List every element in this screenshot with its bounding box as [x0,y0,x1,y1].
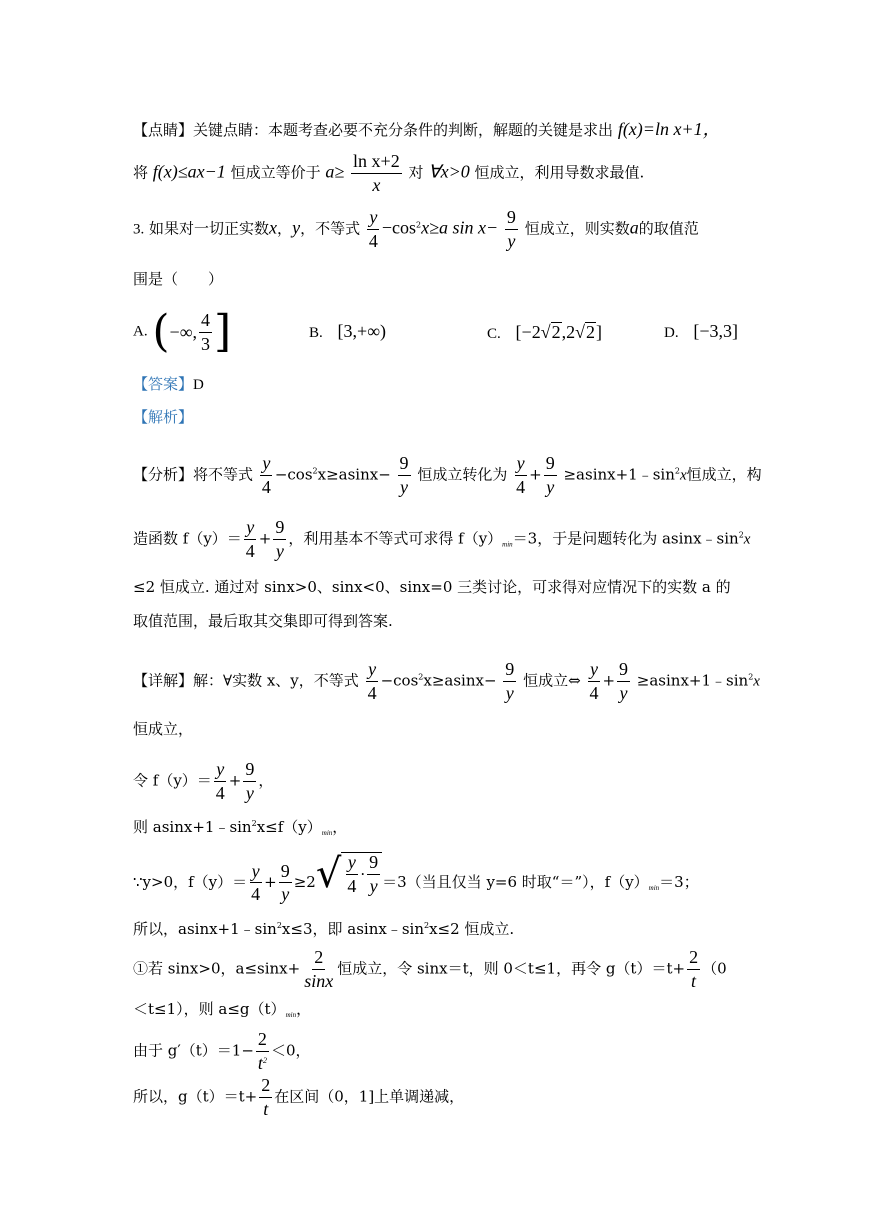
fraction [199,311,212,354]
superscript: 2 [416,220,422,230]
fenxi-tag: 【分析】 [133,465,194,484]
fenxi-line-2: 造函数 f（y）＝ $\frac{y}{4}$ + $\frac{9}{y}$ ，利用基本不等式可求得 $f(y)_{min}=3$，于是问题转化为 $asinx﹣\sin^2x$ [133,517,751,561]
text: 造函数 f（y）＝ [133,529,242,548]
text: （0 [702,959,727,978]
text: ＝3，于是问题转化为 asinx﹣sin [512,529,739,548]
text: ≥asinx+1﹣sin [563,465,675,484]
text: ∵y>0，f（y）＝ [133,872,248,891]
text: ≥asinx+1﹣sin [636,671,749,690]
numerator: 9 [505,208,518,230]
fraction [302,948,335,991]
denominator: 3 [201,333,211,354]
text: ，不等式 [300,219,361,238]
text: ，利用基本不等式可求得 f（y） [288,529,503,548]
xiangjie-line-2 [133,722,193,737]
xiangjie-line-9 [133,1030,310,1073]
sqrt: √ $\frac{y}{4}$ · $\frac{9}{y}$ [316,852,382,896]
text: 恒成立⇔ [523,671,581,690]
fraction: $\frac{9}{y}$ [545,453,555,497]
text: x≥asinx− [317,465,391,484]
analysis-tag-text: 【解析】 [133,408,194,426]
subscript: min [648,883,660,892]
xiangjie-line-6: 所以，$asinx+1﹣\sin^2x\le 3$，即 $asinx﹣\sin^2x\le 2$ 恒成立. [133,920,515,938]
text: x≤2 恒成立. [429,920,515,938]
xiangjie-line-7 [133,948,727,991]
fraction: $\frac{y}{4}$ [516,453,526,497]
subscript: min [502,540,513,549]
analysis-tag [133,410,193,425]
fraction: $\frac{9}{y}$ [275,517,285,561]
text: −cos [274,465,313,484]
option-value: [−2√2,2√2] [515,322,602,342]
option-c[interactable] [487,322,602,342]
text: x [743,531,751,548]
fraction: $\frac{2}{t}$ [689,947,699,991]
subscript: min [285,1011,297,1019]
numerator: 2 [312,948,325,970]
text: 由于 g′（t）＝1− [133,1041,254,1060]
text: ， [277,219,293,238]
text: x≤3，即 asinx﹣sin [281,920,424,938]
text: 在区间（0，1]上单调递减， [274,1087,465,1106]
text: 恒成立等价于 [230,163,321,182]
xiangjie-line-1: 【详解】解：∀实数 x、y，不等式 $\frac{y}{4}$ $-\cos^2x\ge asinx-$ $\frac{9}{y}$ 恒成立⇔ $\frac{y}{4}$ + $\frac{9}{y}$ $\ge asinx+1﹣\sin^2x$ [133,659,760,703]
formula: −cos [381,217,417,238]
answer-value: D [193,377,204,393]
text: 的取值范 [638,219,699,238]
text: 所以，g（t）＝t+ [133,1087,258,1106]
text: 围是（ ） [133,270,224,288]
text: ,2 [561,322,576,342]
var: a [629,217,639,238]
option-d[interactable] [664,322,738,341]
text: ＝3； [659,872,699,891]
answer-tag: 【答案】 [133,375,194,393]
fenxi-line-4 [133,614,393,629]
denominator: sinx [304,970,334,991]
option-label: C. [487,326,501,342]
option-value: −∞, [169,322,198,342]
option-label: B. [309,325,323,341]
fraction: $\frac{9}{y}$ [280,860,290,905]
fraction: $\frac{2}{t}$ [261,1075,271,1119]
text: ， [296,1000,312,1018]
formula: x≥a sin x− [421,217,499,238]
text: 2 [585,322,595,342]
formula: ∀x>0 [428,161,470,182]
var: x [269,217,278,238]
fenxi-line-3 [133,580,731,595]
text: 如果对一切正实数 [149,219,270,238]
denominator: x [372,174,381,195]
xiangjie-line-5: ∵y>0，f（y）＝ $\frac{y}{4}$ + $\frac{9}{y}$ ≥2 √ $\frac{y}{4}$ · $\frac{9}{y}$ ＝3（当且仅当 y=6 时取“＝”），$f(y)_{min}=3$； [133,850,699,905]
text: 恒成立转化为 [417,465,508,484]
fraction: $\frac{9}{y}$ [505,659,515,703]
denominator: 4 [368,230,378,251]
xiangjie-line-4: 则 $asinx+1﹣\sin^2x\le f(y)_{min}$， [133,818,348,837]
fraction [367,208,380,251]
text: 2 [551,322,561,342]
fraction: $\frac{9}{y}$ [245,759,255,803]
text: 恒成立，利用导数求最值. [474,163,645,182]
fraction: $\frac{y}{4}$ [251,860,261,905]
text: ＜0， [270,1041,311,1060]
option-b[interactable] [309,322,386,341]
formula: a≥ [325,161,345,182]
text: ≤2 恒成立. 通过对 sinx>0、sinx<0、sinx=0 三类讨论，可求得对应情况下的实数 a 的 [133,578,731,596]
fraction: $\frac{y}{4}$ [245,517,255,561]
text: 恒成立，则实数 [524,219,630,238]
text: x≤f（y） [256,818,322,836]
text: x [753,673,760,690]
text: ＝3（当且仅当 y=6 时取“＝”），f（y） [382,872,649,891]
paren: ] [214,306,232,357]
option-value: [3,+∞) [337,321,387,341]
text: −cos [380,671,419,690]
option-value: [−3,3] [693,321,739,341]
numerator: 4 [199,311,212,333]
text: 则 asinx+1﹣sin [133,818,252,836]
question-line-1 [133,208,699,251]
fraction: $\frac{2}{t^2}$ [257,1029,267,1073]
option-label: D. [664,325,679,341]
fraction: $\frac{y}{4}$ [367,659,377,703]
fraction: $\frac{y}{4}$ [589,659,599,703]
dianjing-line-1 [133,120,721,138]
text: 解：∀实数 x、y，不等式 [193,671,359,690]
fraction: $\frac{9}{y}$ [619,659,629,703]
numerator: y [367,208,379,230]
formula: f(x)≤ax−1 [152,161,226,182]
xiangjie-tag: 【详解】 [133,671,194,690]
text: 所以，asinx+1﹣sin [133,920,277,938]
text: 恒成立， [133,720,194,738]
option-label: A. [133,323,148,340]
answer-line [133,377,204,393]
text: ， [258,771,274,790]
text: ] [595,322,602,342]
denominator: y [507,230,516,251]
fenxi-line-1: 【分析】将不等式 $\frac{y}{4}$ $-\cos^2x\ge asinx-$ $\frac{9}{y}$ 恒成立转化为 $\frac{y}{4}$ + $\frac{9}{y}$ $\ge asinx+1﹣\sin^2x$恒成立，构 [133,453,762,497]
text: ≥2 [293,872,316,891]
text: 恒成立，构 [686,465,762,484]
xiangjie-line-3: 令 f（y）＝ $\frac{y}{4}$ + $\frac{9}{y}$ ， [133,759,274,803]
xiangjie-line-8 [133,1002,311,1019]
text: ， [332,818,348,836]
option-a[interactable] [133,306,232,357]
text: x [679,467,687,484]
text: 将 [133,163,149,182]
fraction: $\frac{y}{4}$ [261,453,271,497]
text: 令 f（y）＝ [133,771,212,790]
dianjing-tag: 【点睛】 [133,121,194,139]
text: [−2 [515,322,541,342]
numerator: ln x+2 [351,152,402,174]
dianjing-line-2 [133,152,644,195]
fraction: $\frac{y}{4}$ [215,759,225,803]
fraction: $\frac{9}{y}$ [399,453,409,497]
var: y [292,217,301,238]
question-number: 3. [133,221,145,238]
xiangjie-line-10 [133,1076,464,1119]
dianjing-text: 关键点睛：本题考查必要不充分条件的判断，解题的关键是求出 [193,121,614,139]
text: ＜t≤1），则 a≤g（t） [133,1000,286,1018]
dianjing-formula: f(x)=ln x+1， [617,119,721,139]
paren: ( [152,306,170,357]
text: 恒成立，令 sinx＝t，则 0＜t≤1，再令 g（t）＝t+ [337,959,686,978]
text: 取值范围，最后取其交集即可得到答案. [133,612,393,630]
subscript: min [321,829,333,837]
fraction [351,152,402,195]
text: 将不等式 [193,465,254,484]
text: x≥asinx− [423,671,497,690]
text: ①若 sinx>0，a≤sinx+ [133,959,301,978]
fraction [505,208,518,251]
text: 对 [408,163,424,182]
question-line-2 [133,272,223,287]
